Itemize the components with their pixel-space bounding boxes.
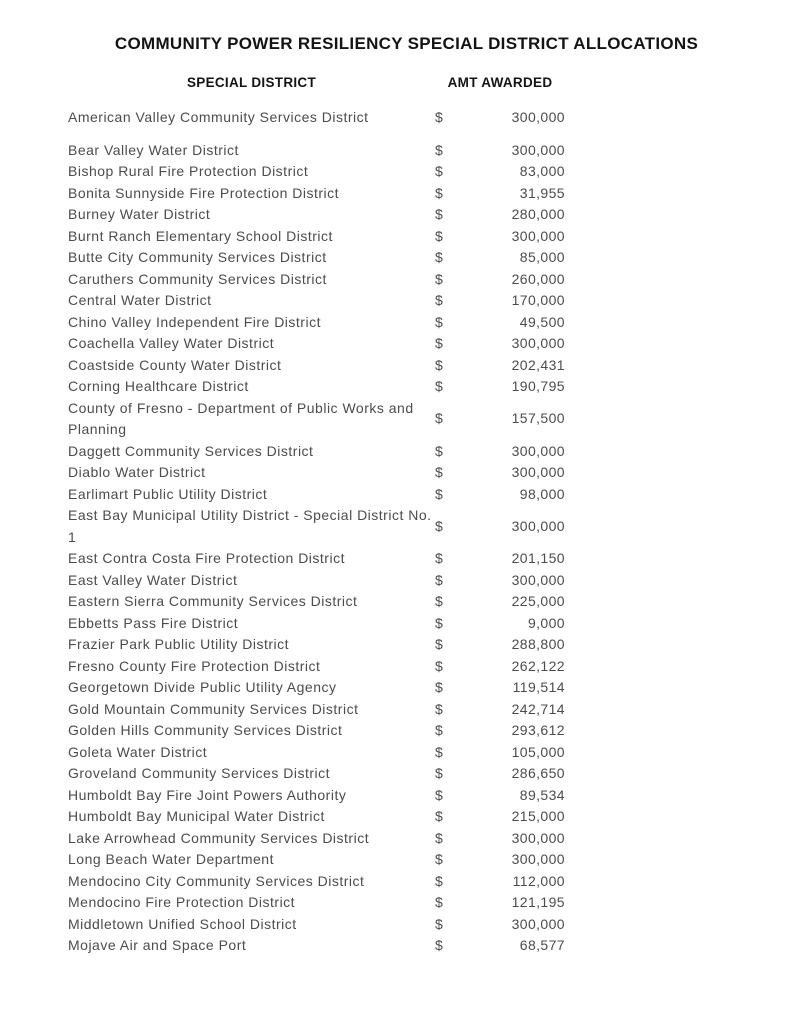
amount-awarded: 170,000 bbox=[511, 292, 565, 308]
amount-awarded: 300,000 bbox=[511, 335, 565, 351]
district-name: Diablo Water District bbox=[68, 464, 206, 480]
district-name: Long Beach Water Department bbox=[68, 851, 274, 867]
table-row bbox=[68, 183, 745, 205]
table-row bbox=[68, 505, 745, 548]
amount-awarded: 300,000 bbox=[511, 141, 565, 158]
currency-symbol: $ bbox=[435, 743, 443, 760]
table-row bbox=[68, 269, 745, 291]
district-name: East Valley Water District bbox=[68, 571, 238, 588]
district-name: Corning Healthcare District bbox=[68, 378, 249, 394]
table-row bbox=[68, 290, 745, 312]
table-row bbox=[68, 355, 745, 377]
currency-symbol: $ bbox=[435, 679, 443, 695]
currency-symbol: $ bbox=[435, 206, 443, 222]
table-row bbox=[68, 107, 745, 129]
district-name: Central Water District bbox=[68, 292, 212, 308]
district-name: Coachella Valley Water District bbox=[68, 335, 275, 351]
table-row bbox=[68, 376, 745, 398]
amount-awarded: 202,431 bbox=[511, 356, 565, 373]
district-name: Frazier Park Public Utility District bbox=[68, 636, 290, 652]
currency-symbol: $ bbox=[435, 829, 443, 846]
district-name: Ebbetts Pass Fire District bbox=[68, 614, 239, 631]
table-row bbox=[68, 312, 745, 334]
currency-symbol: $ bbox=[435, 571, 443, 588]
amount-awarded: 89,534 bbox=[519, 786, 565, 803]
district-name: Golden Hills Community Services District bbox=[68, 722, 343, 738]
column-header-amt-awarded: AMT AWARDED bbox=[447, 75, 553, 90]
table-row bbox=[68, 484, 745, 506]
table-row bbox=[68, 613, 745, 635]
table-row bbox=[68, 935, 745, 957]
currency-symbol: $ bbox=[435, 335, 443, 351]
table-row bbox=[68, 398, 745, 441]
table-row bbox=[68, 849, 745, 871]
table-row bbox=[68, 570, 745, 592]
currency-symbol: $ bbox=[435, 700, 443, 717]
currency-symbol: $ bbox=[435, 765, 443, 781]
amount-awarded: 286,650 bbox=[511, 765, 565, 781]
amount-awarded: 300,000 bbox=[511, 227, 565, 244]
district-name: Groveland Community Services District bbox=[68, 765, 331, 781]
district-name: Fresno County Fire Protection District bbox=[68, 657, 321, 674]
amount-awarded: 68,577 bbox=[519, 937, 565, 953]
amount-awarded: 300,000 bbox=[511, 517, 565, 534]
table-row bbox=[68, 161, 745, 183]
table-row bbox=[68, 785, 745, 807]
district-name: Burney Water District bbox=[68, 206, 211, 222]
amount-awarded: 119,514 bbox=[512, 679, 565, 695]
amount-awarded: 98,000 bbox=[519, 485, 565, 502]
district-name: Gold Mountain Community Services District bbox=[68, 700, 359, 717]
amount-awarded: 300,000 bbox=[511, 442, 565, 459]
amount-awarded: 157,500 bbox=[511, 410, 565, 427]
district-name: Bonita Sunnyside Fire Protection District bbox=[68, 184, 340, 201]
amount-awarded: 31,955 bbox=[519, 184, 565, 201]
currency-symbol: $ bbox=[435, 227, 443, 244]
currency-symbol: $ bbox=[435, 550, 443, 566]
district-name: Goleta Water District bbox=[68, 743, 208, 760]
amount-awarded: 121,195 bbox=[511, 894, 565, 910]
table-row bbox=[68, 333, 745, 355]
amount-awarded: 300,000 bbox=[511, 464, 565, 480]
amount-awarded: 242,714 bbox=[511, 700, 565, 717]
currency-symbol: $ bbox=[435, 292, 443, 308]
district-name: Mendocino Fire Protection District bbox=[68, 894, 296, 910]
amount-awarded: 288,800 bbox=[511, 636, 565, 652]
table-row bbox=[68, 871, 745, 893]
district-name: Lake Arrowhead Community Services District bbox=[68, 829, 370, 846]
table-row bbox=[68, 591, 745, 613]
table-row bbox=[68, 656, 745, 678]
table-row bbox=[68, 763, 745, 785]
table-row bbox=[68, 441, 745, 463]
currency-symbol: $ bbox=[435, 657, 443, 674]
currency-symbol: $ bbox=[435, 141, 443, 158]
district-name: Burnt Ranch Elementary School District bbox=[68, 227, 333, 244]
district-name: Eastern Sierra Community Services District bbox=[68, 593, 358, 609]
table-row bbox=[68, 806, 745, 828]
district-name: Earlimart Public Utility District bbox=[68, 485, 268, 502]
district-name: East Contra Costa Fire Protection District bbox=[68, 550, 345, 566]
amount-awarded: 300,000 bbox=[511, 851, 565, 867]
amount-awarded: 112,000 bbox=[512, 872, 565, 889]
currency-symbol: $ bbox=[435, 915, 443, 932]
table-row bbox=[68, 204, 745, 226]
table-row bbox=[68, 742, 745, 764]
table-row bbox=[68, 247, 745, 269]
table-row bbox=[68, 892, 745, 914]
currency-symbol: $ bbox=[435, 872, 443, 889]
currency-symbol: $ bbox=[435, 722, 443, 738]
amount-awarded: 262,122 bbox=[511, 657, 565, 674]
amount-awarded: 300,000 bbox=[511, 915, 565, 932]
currency-symbol: $ bbox=[435, 808, 443, 824]
currency-symbol: $ bbox=[435, 356, 443, 373]
table-row bbox=[68, 677, 745, 699]
table-row bbox=[68, 828, 745, 850]
currency-symbol: $ bbox=[435, 614, 443, 631]
currency-symbol: $ bbox=[435, 636, 443, 652]
amount-awarded: 85,000 bbox=[519, 249, 565, 265]
amount-awarded: 201,150 bbox=[511, 550, 565, 566]
page-title: COMMUNITY POWER RESILIENCY SPECIAL DISTRICT ALLOCATIONS bbox=[114, 34, 699, 53]
currency-symbol: $ bbox=[435, 894, 443, 910]
table-header-row bbox=[68, 75, 745, 90]
amount-awarded: 260,000 bbox=[511, 270, 565, 287]
amount-awarded: 190,795 bbox=[511, 378, 565, 394]
currency-symbol: $ bbox=[435, 163, 443, 179]
district-name: East Bay Municipal Utility District - Special District No. 1 bbox=[68, 507, 432, 545]
currency-symbol: $ bbox=[435, 464, 443, 480]
currency-symbol: $ bbox=[435, 517, 443, 534]
currency-symbol: $ bbox=[435, 249, 443, 265]
amount-awarded: 300,000 bbox=[511, 571, 565, 588]
district-name: County of Fresno - Department of Public Works and Planning bbox=[68, 399, 414, 437]
table-row bbox=[68, 720, 745, 742]
currency-symbol: $ bbox=[435, 593, 443, 609]
currency-symbol: $ bbox=[435, 937, 443, 953]
currency-symbol: $ bbox=[435, 184, 443, 201]
column-header-special-district: SPECIAL DISTRICT bbox=[186, 75, 317, 90]
district-name: Middletown Unified School District bbox=[68, 915, 297, 932]
amount-awarded: 83,000 bbox=[519, 163, 565, 179]
amount-awarded: 105,000 bbox=[511, 743, 565, 760]
currency-symbol: $ bbox=[435, 485, 443, 502]
amount-awarded: 280,000 bbox=[511, 206, 565, 222]
district-name: American Valley Community Services District bbox=[68, 109, 369, 125]
table-row bbox=[68, 699, 745, 721]
amount-awarded: 49,500 bbox=[519, 313, 565, 330]
table-row bbox=[68, 634, 745, 656]
currency-symbol: $ bbox=[435, 410, 443, 427]
amount-awarded: 215,000 bbox=[511, 808, 565, 824]
table-row bbox=[68, 462, 745, 484]
district-name: Georgetown Divide Public Utility Agency bbox=[68, 679, 337, 695]
table-row bbox=[68, 548, 745, 570]
currency-symbol: $ bbox=[435, 109, 443, 125]
table-row bbox=[68, 914, 745, 936]
district-name: Chino Valley Independent Fire District bbox=[68, 313, 321, 330]
amount-awarded: 300,000 bbox=[511, 829, 565, 846]
currency-symbol: $ bbox=[435, 270, 443, 287]
amount-awarded: 293,612 bbox=[511, 722, 565, 738]
district-name: Humboldt Bay Municipal Water District bbox=[68, 808, 325, 824]
district-name: Bear Valley Water District bbox=[68, 141, 239, 158]
currency-symbol: $ bbox=[435, 851, 443, 867]
district-name: Humboldt Bay Fire Joint Powers Authority bbox=[68, 786, 347, 803]
district-name: Caruthers Community Services District bbox=[68, 270, 327, 287]
currency-symbol: $ bbox=[435, 313, 443, 330]
district-name: Daggett Community Services District bbox=[68, 442, 314, 459]
allocations-table bbox=[68, 107, 745, 957]
currency-symbol: $ bbox=[435, 442, 443, 459]
currency-symbol: $ bbox=[435, 378, 443, 394]
currency-symbol: $ bbox=[435, 786, 443, 803]
table-row bbox=[68, 140, 745, 162]
district-name: Bishop Rural Fire Protection District bbox=[68, 163, 309, 179]
amount-awarded: 9,000 bbox=[527, 614, 565, 631]
district-name: Coastside County Water District bbox=[68, 356, 282, 373]
district-name: Mojave Air and Space Port bbox=[68, 937, 247, 953]
table-row bbox=[68, 226, 745, 248]
amount-awarded: 300,000 bbox=[511, 109, 565, 125]
district-name: Butte City Community Services District bbox=[68, 249, 327, 265]
district-name: Mendocino City Community Services District bbox=[68, 872, 365, 889]
amount-awarded: 225,000 bbox=[511, 593, 565, 609]
